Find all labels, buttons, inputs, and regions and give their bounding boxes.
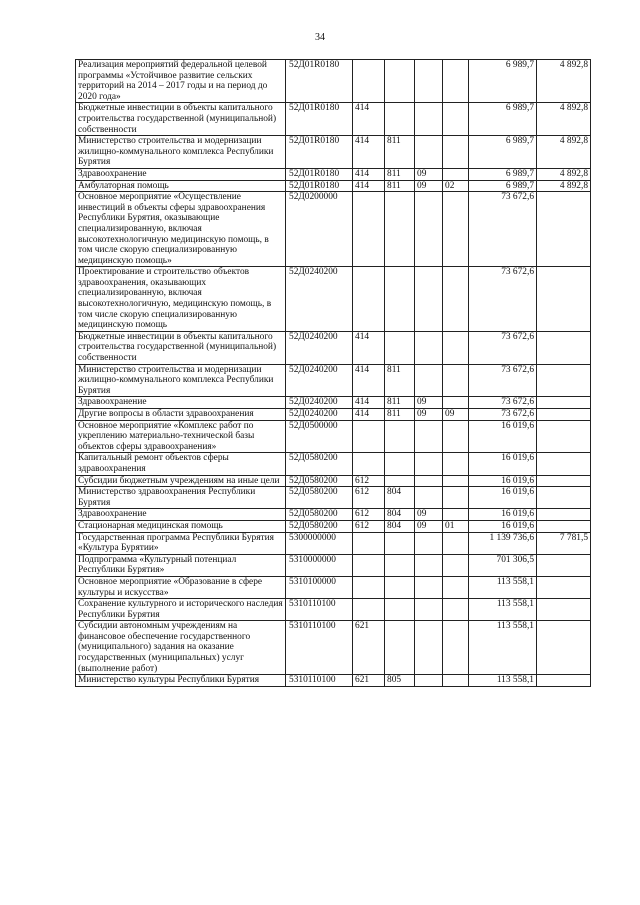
expense-type-cell [353,267,385,332]
row-name-cell: Министерство строительства и модернизации жилищно-коммунального комплекса Республики Бурятия [76,364,286,397]
table-row [76,453,591,475]
row-name-cell: Капитальный ремонт объектов сферы здравоохранения [76,453,286,475]
subsection-code-cell [443,420,469,453]
table-row [76,60,591,103]
section-code-cell [415,192,443,267]
ministry-code-cell: 805 [385,675,415,687]
table-row [76,675,591,687]
section-code-cell [415,621,443,675]
target-article-code-cell: 52Д0580200 [286,453,353,475]
amount-year2-cell [537,475,591,487]
expense-type-cell [353,192,385,267]
subsection-code-cell [443,331,469,364]
amount-year2-cell [537,409,591,421]
row-name-cell: Субсидии бюджетным учреждениям на иные цели [76,475,286,487]
subsection-code-cell [443,621,469,675]
amount-year1-cell: 6 989,7 [469,60,537,103]
amount-year2-cell [537,576,591,598]
ministry-code-cell [385,621,415,675]
amount-year2-cell [537,192,591,267]
row-name-cell: Бюджетные инвестиции в объекты капитального строительства государственной (муниципальной) собственности [76,103,286,136]
subsection-code-cell [443,532,469,554]
target-article-code-cell: 5310100000 [286,576,353,598]
amount-year1-cell: 73 672,6 [469,267,537,332]
subsection-code-cell [443,576,469,598]
row-name-cell: Министерство культуры Республики Бурятия [76,675,286,687]
section-code-cell: 09 [415,520,443,532]
ministry-code-cell: 804 [385,487,415,509]
amount-year2-cell [537,364,591,397]
table-row [76,576,591,598]
table-row [76,397,591,409]
table-row [76,554,591,576]
table-row [76,331,591,364]
expense-type-cell [353,60,385,103]
amount-year2-cell [537,487,591,509]
section-code-cell: 09 [415,180,443,192]
row-name-cell: Государственная программа Республики Бурятия «Культура Бурятии» [76,532,286,554]
subsection-code-cell [443,364,469,397]
amount-year1-cell: 113 558,1 [469,599,537,621]
amount-year1-cell: 73 672,6 [469,331,537,364]
target-article-code-cell: 52Д0580200 [286,475,353,487]
row-name-cell: Здравоохранение [76,397,286,409]
amount-year2-cell [537,453,591,475]
amount-year2-cell [537,420,591,453]
target-article-code-cell: 5310110100 [286,675,353,687]
expense-type-cell [353,554,385,576]
section-code-cell: 09 [415,509,443,521]
amount-year2-cell [537,520,591,532]
target-article-code-cell: 5300000000 [286,532,353,554]
section-code-cell [415,331,443,364]
amount-year1-cell: 6 989,7 [469,136,537,169]
amount-year1-cell: 1 139 736,6 [469,532,537,554]
target-article-code-cell: 52Д0580200 [286,487,353,509]
subsection-code-cell [443,60,469,103]
section-code-cell [415,267,443,332]
section-code-cell [415,554,443,576]
table-row [76,475,591,487]
table-row [76,192,591,267]
subsection-code-cell [443,675,469,687]
section-code-cell [415,675,443,687]
subsection-code-cell [443,487,469,509]
row-name-cell: Министерство здравоохранения Республики Бурятия [76,487,286,509]
amount-year2-cell: 4 892,8 [537,103,591,136]
row-name-cell: Реализация мероприятий федеральной целевой программы «Устойчивое развитие сельских территорий на 2014 – 2017 годы и на период до 2020 года» [76,60,286,103]
amount-year2-cell [537,509,591,521]
subsection-code-cell [443,397,469,409]
amount-year2-cell [537,599,591,621]
subsection-code-cell [443,453,469,475]
amount-year1-cell: 16 019,6 [469,475,537,487]
row-name-cell: Основное мероприятие «Образование в сфере культуры и искусства» [76,576,286,598]
target-article-code-cell: 52Д01R0180 [286,168,353,180]
amount-year2-cell [537,675,591,687]
table-row [76,168,591,180]
target-article-code-cell: 52Д01R0180 [286,180,353,192]
section-code-cell: 09 [415,397,443,409]
table-row [76,487,591,509]
ministry-code-cell: 811 [385,168,415,180]
expense-type-cell: 612 [353,475,385,487]
subsection-code-cell [443,103,469,136]
row-name-cell: Амбулаторная помощь [76,180,286,192]
row-name-cell: Субсидии автономным учреждениям на финансовое обеспечение государственного (муниципального) задания на оказание государственных (муниципальных) услуг (выполнение работ) [76,621,286,675]
ministry-code-cell [385,103,415,136]
subsection-code-cell [443,475,469,487]
amount-year1-cell: 16 019,6 [469,487,537,509]
section-code-cell [415,453,443,475]
subsection-code-cell [443,599,469,621]
ministry-code-cell: 811 [385,364,415,397]
row-name-cell: Бюджетные инвестиции в объекты капитального строительства государственной (муниципальной) собственности [76,331,286,364]
table-row [76,599,591,621]
amount-year1-cell: 16 019,6 [469,420,537,453]
table-row [76,420,591,453]
target-article-code-cell: 52Д0240200 [286,267,353,332]
subsection-code-cell: 09 [443,409,469,421]
ministry-code-cell [385,453,415,475]
expense-type-cell [353,532,385,554]
table-row [76,409,591,421]
target-article-code-cell: 52Д0580200 [286,509,353,521]
section-code-cell [415,532,443,554]
target-article-code-cell: 52Д01R0180 [286,60,353,103]
subsection-code-cell [443,136,469,169]
expense-type-cell: 612 [353,487,385,509]
ministry-code-cell [385,267,415,332]
amount-year1-cell: 113 558,1 [469,621,537,675]
target-article-code-cell: 52Д0580200 [286,520,353,532]
row-name-cell: Основное мероприятие «Осуществление инвестиций в объекты сферы здравоохранения Республики Бурятия, оказывающие специализированную, включая высокотехнологичную медицинскую помощь, в том числе скорую специализированную медицинскую помощь» [76,192,286,267]
subsection-code-cell: 01 [443,520,469,532]
row-name-cell: Министерство строительства и модернизации жилищно-коммунального комплекса Республики Бурятия [76,136,286,169]
table-row [76,621,591,675]
row-name-cell: Основное мероприятие «Комплекс работ по укреплению материально-технической базы объектов сферы здравоохранения» [76,420,286,453]
amount-year2-cell: 4 892,8 [537,168,591,180]
section-code-cell [415,60,443,103]
table-row [76,136,591,169]
table-row [76,180,591,192]
section-code-cell [415,136,443,169]
budget-table [75,59,591,687]
target-article-code-cell: 5310000000 [286,554,353,576]
amount-year2-cell [537,554,591,576]
amount-year1-cell: 16 019,6 [469,520,537,532]
table-row [76,532,591,554]
amount-year2-cell [537,621,591,675]
expense-type-cell: 612 [353,509,385,521]
amount-year2-cell: 4 892,8 [537,136,591,169]
table-row [76,103,591,136]
target-article-code-cell: 52Д0240200 [286,409,353,421]
amount-year1-cell: 16 019,6 [469,453,537,475]
subsection-code-cell [443,267,469,332]
ministry-code-cell [385,599,415,621]
ministry-code-cell: 804 [385,509,415,521]
row-name-cell: Здравоохранение [76,509,286,521]
expense-type-cell: 612 [353,520,385,532]
table-row [76,509,591,521]
amount-year2-cell [537,331,591,364]
amount-year2-cell [537,267,591,332]
target-article-code-cell: 52Д0500000 [286,420,353,453]
subsection-code-cell [443,192,469,267]
expense-type-cell: 414 [353,397,385,409]
expense-type-cell [353,576,385,598]
expense-type-cell [353,420,385,453]
target-article-code-cell: 5310110100 [286,599,353,621]
expense-type-cell: 414 [353,180,385,192]
amount-year1-cell: 6 989,7 [469,180,537,192]
ministry-code-cell [385,475,415,487]
section-code-cell: 09 [415,168,443,180]
target-article-code-cell: 5310110100 [286,621,353,675]
amount-year1-cell: 6 989,7 [469,103,537,136]
row-name-cell: Сохранение культурного и исторического наследия Республики Бурятия [76,599,286,621]
amount-year1-cell: 73 672,6 [469,364,537,397]
expense-type-cell: 414 [353,136,385,169]
row-name-cell: Стационарная медицинская помощь [76,520,286,532]
table-row [76,267,591,332]
target-article-code-cell: 52Д0240200 [286,397,353,409]
amount-year1-cell: 73 672,6 [469,409,537,421]
page-number: 34 [315,32,325,43]
amount-year1-cell: 16 019,6 [469,509,537,521]
row-name-cell: Другие вопросы в области здравоохранения [76,409,286,421]
section-code-cell [415,576,443,598]
amount-year2-cell: 4 892,8 [537,180,591,192]
amount-year1-cell: 73 672,6 [469,192,537,267]
expense-type-cell: 414 [353,409,385,421]
expense-type-cell: 621 [353,621,385,675]
target-article-code-cell: 52Д0240200 [286,364,353,397]
amount-year1-cell: 113 558,1 [469,675,537,687]
amount-year1-cell: 73 672,6 [469,397,537,409]
target-article-code-cell: 52Д0240200 [286,331,353,364]
ministry-code-cell: 811 [385,136,415,169]
row-name-cell: Проектирование и строительство объектов здравоохранения, оказывающих специализированную, включая высокотехнологичную, медицинскую помощь, в том числе скорую специализированную медицинскую помощь [76,267,286,332]
target-article-code-cell: 52Д0200000 [286,192,353,267]
amount-year2-cell: 4 892,8 [537,60,591,103]
section-code-cell [415,487,443,509]
subsection-code-cell [443,509,469,521]
subsection-code-cell: 02 [443,180,469,192]
table-row [76,364,591,397]
ministry-code-cell [385,192,415,267]
section-code-cell [415,103,443,136]
ministry-code-cell: 804 [385,520,415,532]
section-code-cell [415,364,443,397]
ministry-code-cell [385,532,415,554]
ministry-code-cell [385,60,415,103]
section-code-cell [415,420,443,453]
expense-type-cell: 414 [353,103,385,136]
ministry-code-cell: 811 [385,409,415,421]
subsection-code-cell [443,554,469,576]
expense-type-cell: 414 [353,364,385,397]
expense-type-cell: 414 [353,168,385,180]
row-name-cell: Подпрограмма «Культурный потенциал Республики Бурятия» [76,554,286,576]
amount-year2-cell: 7 781,5 [537,532,591,554]
ministry-code-cell: 811 [385,180,415,192]
ministry-code-cell [385,420,415,453]
expense-type-cell: 414 [353,331,385,364]
amount-year1-cell: 113 558,1 [469,576,537,598]
amount-year1-cell: 6 989,7 [469,168,537,180]
subsection-code-cell [443,168,469,180]
expense-type-cell [353,599,385,621]
target-article-code-cell: 52Д01R0180 [286,136,353,169]
table-row [76,520,591,532]
ministry-code-cell [385,554,415,576]
target-article-code-cell: 52Д01R0180 [286,103,353,136]
amount-year2-cell [537,397,591,409]
expense-type-cell: 621 [353,675,385,687]
ministry-code-cell [385,331,415,364]
row-name-cell: Здравоохранение [76,168,286,180]
amount-year1-cell: 701 306,5 [469,554,537,576]
expense-type-cell [353,453,385,475]
section-code-cell [415,599,443,621]
section-code-cell: 09 [415,409,443,421]
section-code-cell [415,475,443,487]
ministry-code-cell: 811 [385,397,415,409]
ministry-code-cell [385,576,415,598]
